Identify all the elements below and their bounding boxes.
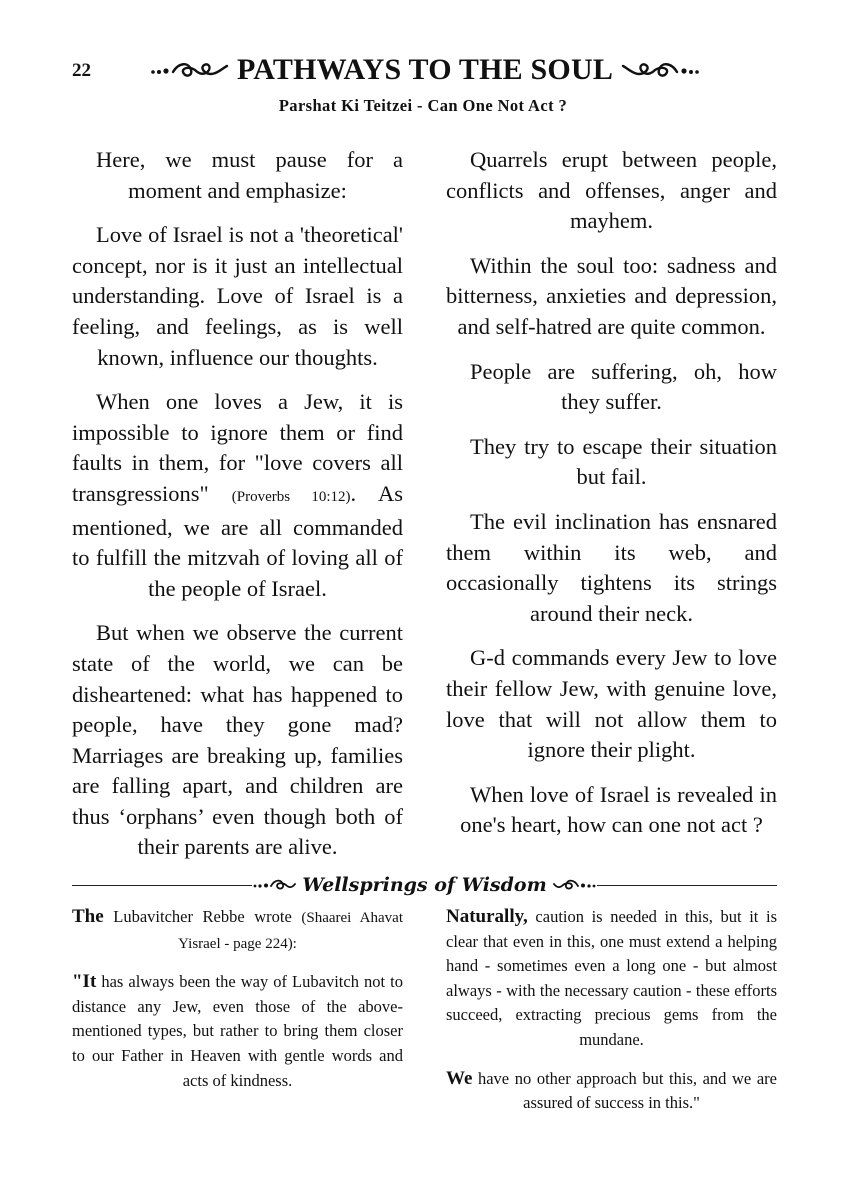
lead-word: The xyxy=(72,906,104,927)
wellsprings-left-column xyxy=(72,905,403,1107)
paragraph-text: Lubavitcher Rebbe wrote xyxy=(103,907,302,926)
paragraph: Quarrels erupt between people, conflicts and offenses, anger and mayhem. xyxy=(446,147,777,234)
ornament-swirl-icon xyxy=(553,877,597,893)
paragraph xyxy=(446,905,777,1053)
scripture-reference: (Proverbs 10:12) xyxy=(231,488,351,505)
paragraph xyxy=(446,1067,777,1116)
lead-word: "It xyxy=(72,971,97,993)
paragraph: When love of Israel is revealed in one's heart, how can one not act ? xyxy=(460,781,777,838)
ornament-swirl-icon xyxy=(252,877,296,893)
paragraph: Within the soul too: sadness and bitterness, anxieties and depression, and self-hatred are quite common. xyxy=(446,252,777,339)
wellsprings-right-column xyxy=(446,905,777,1130)
paragraph xyxy=(72,970,403,1093)
source-reference: (Shaarei Ahavat Yisrael - page 224): xyxy=(178,910,404,952)
divider-line xyxy=(597,885,777,886)
wellsprings-heading: Wellsprings of Wisdom xyxy=(302,874,547,896)
paragraph xyxy=(72,905,403,956)
paragraph: But when we observe the current state of the world, we can be disheartened: what has happened to people, have they gone mad? Marriages are breaking up, families are falling apart, and children are thus ‘orphans’ even though both of their parents are alive. xyxy=(72,620,403,860)
paragraph-text: have no other approach but this, and we are assured of success in this." xyxy=(472,1068,777,1113)
paragraph: People are suffering, oh, how they suffer. xyxy=(470,358,777,415)
paragraph: Love of Israel is not a 'theoretical' concept, nor is it just an intellectual understanding. Love of Israel is a feeling, and feelings, as is well known, influence our thoughts. xyxy=(72,222,403,370)
page-number: 22 xyxy=(72,60,91,81)
paragraph: G-d commands every Jew to love their fellow Jew, with genuine love, love that will not allow them to ignore their plight. xyxy=(446,645,777,763)
paragraph: The evil inclination has ensnared them within its web, and occasionally tightens its strings around their neck. xyxy=(446,508,777,626)
page-subtitle: Parshat Ki Teitzei - Can One Not Act ? xyxy=(278,96,568,115)
ornament-swirl-icon xyxy=(149,58,229,82)
paragraph-text: has always been the way of Lubavitch not to distance any Jew, even those of the above-mentioned types, but rather to bring them closer to our Father in Heaven with gentle words and acts of kindness. xyxy=(72,972,403,1090)
section-divider xyxy=(72,872,777,898)
page-title: PATHWAYS TO THE SOUL xyxy=(236,53,614,86)
paragraph: They try to escape their situation but fail. xyxy=(470,433,777,490)
lead-word: Naturally, xyxy=(446,906,528,927)
main-right-column xyxy=(446,145,777,855)
page-header xyxy=(130,52,720,88)
paragraph-text: When one loves a Jew, it is impossible to ignore them or find faults in them, for "love covers all transgressions" xyxy=(72,389,403,506)
ornament-swirl-icon xyxy=(621,58,701,82)
lead-word: We xyxy=(446,1067,473,1089)
paragraph-text: caution is needed in this, but it is clear that even in this, one must extend a helping hand - sometimes even a long one - but almost always - with the necessary caution - these efforts succeed, extracting precious gems from the mundane. xyxy=(446,907,777,1049)
divider-line xyxy=(72,885,252,886)
paragraph-text: . As mentioned, we are all commanded to fulfill the mitzvah of loving all of the people of Israel. xyxy=(72,480,403,601)
paragraph xyxy=(72,387,403,604)
main-left-column xyxy=(72,145,403,877)
paragraph: Here, we must pause for a moment and emphasize: xyxy=(96,147,403,203)
